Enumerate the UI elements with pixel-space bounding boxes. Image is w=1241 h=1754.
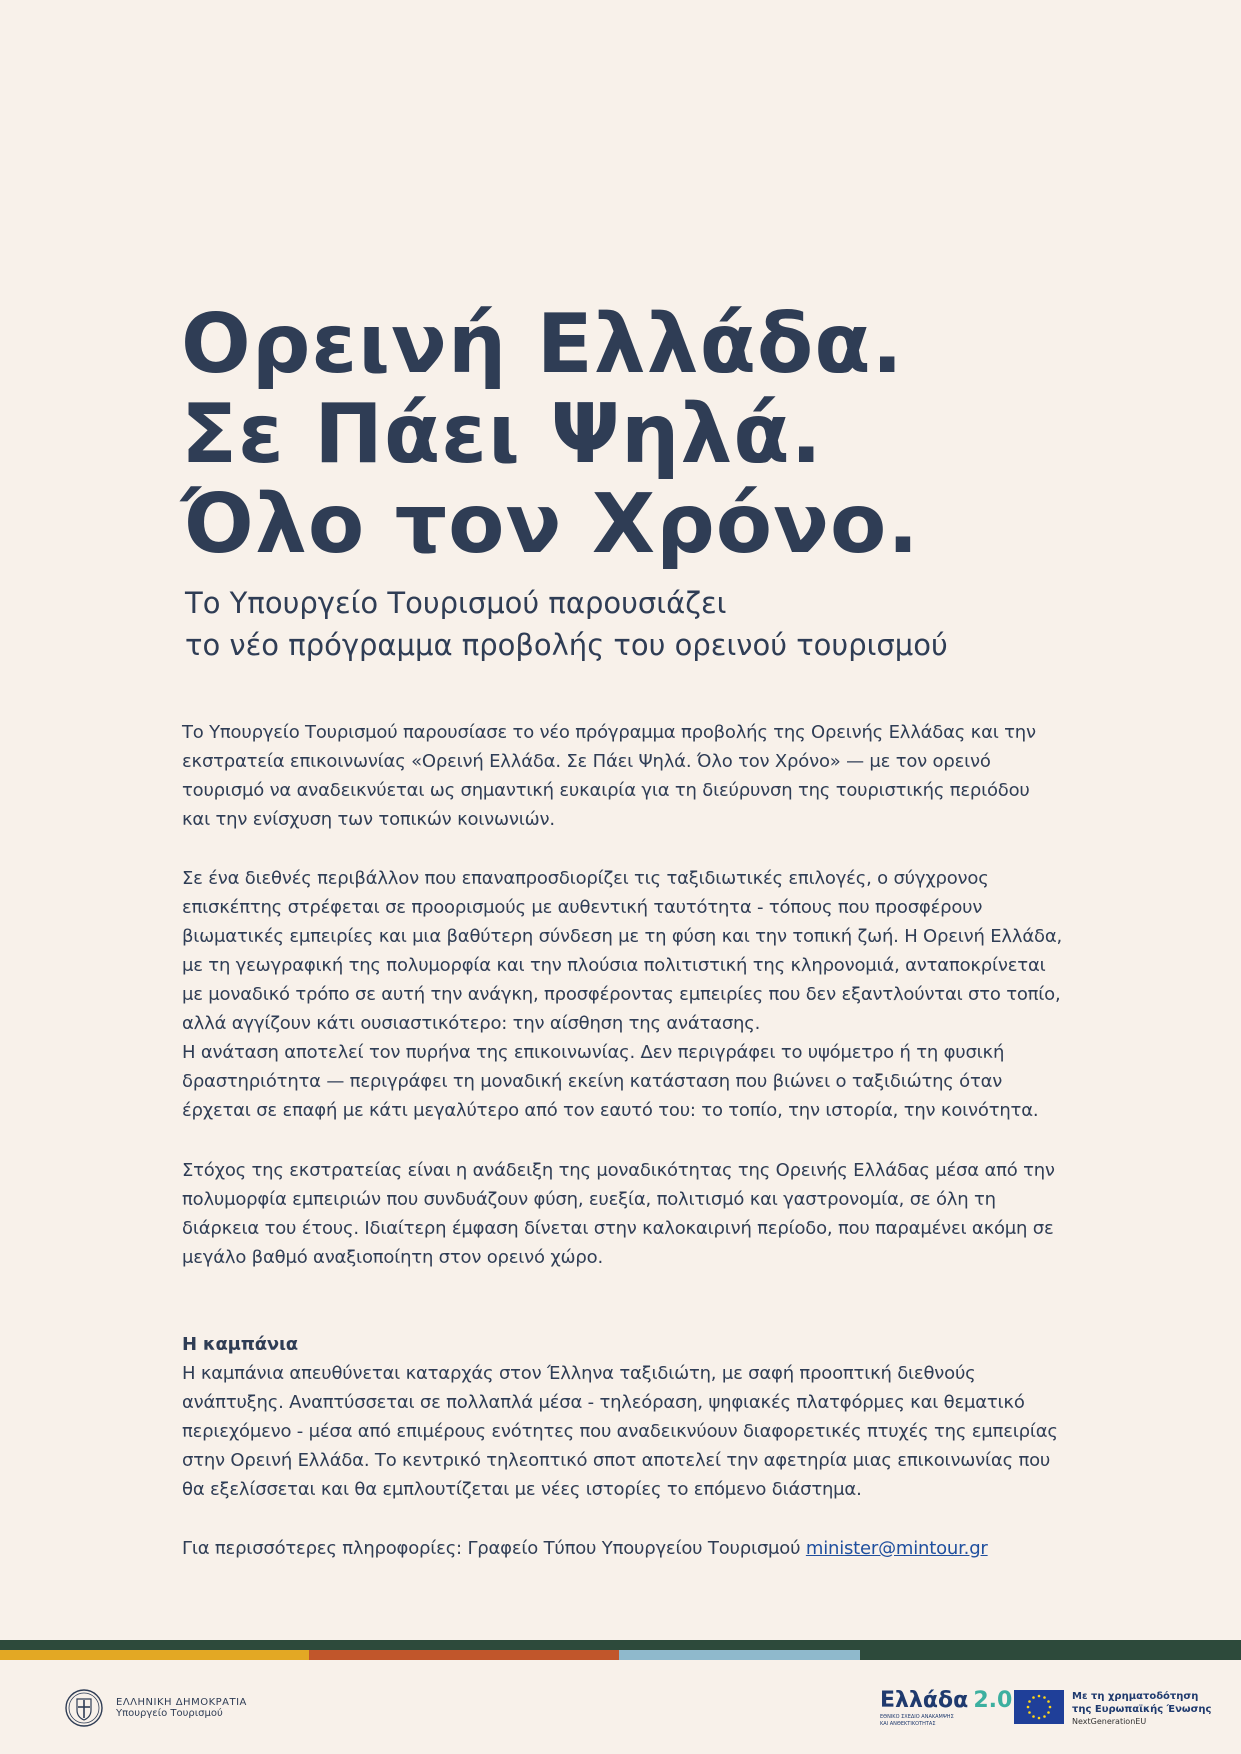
headline-line-2: Σε Πάει Ψηλά.	[181, 387, 823, 482]
paragraph-context	[182, 864, 1062, 1125]
eu-funding-text	[1072, 1690, 1211, 1727]
contact-label: Για περισσότερες πληροφορίες: Γραφείο Τύπου Υπουργείου Τουρισμού	[182, 1538, 806, 1559]
greek-coat-of-arms-icon	[64, 1688, 104, 1728]
headline	[181, 297, 1081, 572]
subtitle-line-1: Το Υπουργείο Τουρισμού παρουσιάζει	[185, 586, 727, 620]
stripe-green	[0, 1640, 1241, 1650]
color-stripe	[0, 1650, 1241, 1660]
stripe-orange	[309, 1650, 619, 1660]
greece-logo-sub-2: ΚΑΙ ΑΝΘΕΚΤΙΚΟΤΗΤΑΣ	[880, 1721, 936, 1727]
ministry-country: ΕΛΛΗΝΙΚΗ ΔΗΜΟΚΡΑΤΙΑ	[116, 1697, 247, 1708]
campaign-section	[182, 1330, 1062, 1504]
greece-logo-name: Ελλάδα	[880, 1688, 969, 1713]
eu-line-2: της Ευρωπαϊκής Ένωσης	[1072, 1704, 1212, 1715]
contact-email-link[interactable]: minister@mintour.gr	[805, 1538, 988, 1559]
headline-line-1: Ορεινή Ελλάδα.	[181, 297, 904, 392]
subtitle	[185, 582, 1085, 666]
ministry-text	[116, 1697, 247, 1719]
greece-logo-version: 2.0	[973, 1688, 1013, 1713]
eu-line-3: NextGenerationEU	[1072, 1717, 1147, 1726]
paragraph-goal: Στόχος της εκστρατείας είναι η ανάδειξη της μοναδικότητας της Ορεινής Ελλάδας μέσα από την πολυμορφία εμπειριών που συνδυάζουν φύση, ευεξία, πολιτισμό και γαστρονομία, σε όλη τη διάρκεια του έτους. Ιδιαίτερη έμφαση δίνεται στην καλοκαιρινή περίοδο, που παραμένει ακόμη σε μεγάλο βαθμό αναξιοποίητη στον ορεινό χώρο.	[182, 1160, 1055, 1268]
subtitle-line-2: το νέο πρόγραμμα προβολής του ορεινού τουρισμού	[185, 628, 948, 662]
paragraph-context-part-1: Σε ένα διεθνές περιβάλλον που επαναπροσδιορίζει τις ταξιδιωτικές επιλογές, ο σύγχρονος επισκέπτης στρέφεται σε προορισμούς με αυθεντική ταυτότητα - τόπους που προσφέρουν βιωματικές εμπειρίες και μια βαθύτερη σύνδεση με τη φύση και την τοπική ζωή. Η Ορεινή Ελλάδα, με τη γεωγραφική της πολυμορφία και την πλούσια πολιτιστική της κληρονομιά, ανταποκρίνεται με μοναδικό τρόπο σε αυτή την ανάγκη, προσφέροντας εμπειρίες που δεν εξαντλούνται στο τοπίο, αλλά αγγίζουν κάτι ουσιαστικότερο: την αίσθηση της ανάτασης.	[182, 868, 1063, 1034]
ministry-name: Υπουργείο Τουρισμού	[116, 1708, 223, 1719]
paragraph-intro: Το Υπουργείο Τουρισμού παρουσίασε το νέο πρόγραμμα προβολής της Ορεινής Ελλάδας και την εκστρατεία επικοινωνίας «Ορεινή Ελλάδα. Σε Πάει Ψηλά. Όλο τον Χρόνο» — με τον ορεινό τουρισμό να αναδεικνύεται ως σημαντική ευκαιρία για τη διεύρυνση της τουριστικής περιόδου και την ενίσχυση των τοπικών κοινωνιών.	[182, 722, 1036, 830]
greece-2-0-logo	[880, 1688, 1012, 1727]
campaign-title: Η καμπάνια	[182, 1334, 298, 1355]
eu-flag-icon	[1014, 1690, 1064, 1724]
ministry-logo	[64, 1688, 247, 1728]
stripe-yellow	[0, 1650, 309, 1660]
campaign-text: Η καμπάνια απευθύνεται καταρχάς στον Έλληνα ταξιδιώτη, με σαφή προοπτική διεθνούς ανάπτυξης. Αναπτύσσεται σε πολλαπλά μέσα - τηλεόραση, ψηφιακές πλατφόρμες και θεματικό περιεχόμενο - μέσα από επιμέρους ενότητες που αναδεικνύουν διαφορετικές πτυχές της εμπειρίας στην Ορεινή Ελλάδα. Το κεντρικό τηλεοπτικό σποτ αποτελεί την αφετηρία μιας επικοινωνίας που θα εξελίσσεται και θα εμπλουτίζεται με νέες ιστορίες το επόμενο διάστημα.	[182, 1363, 1058, 1500]
eu-line-1: Με τη χρηματοδότηση	[1072, 1691, 1199, 1702]
eu-funding-logo	[1014, 1690, 1211, 1727]
stripe-blue	[619, 1650, 860, 1660]
contact-line	[182, 1534, 1062, 1563]
stripe-green-right	[860, 1650, 1241, 1660]
greece-logo-sub-1: ΕΘΝΙΚΟ ΣΧΕΔΙΟ ΑΝΑΚΑΜΨΗΣ	[880, 1714, 954, 1720]
paragraph-context-part-2: Η ανάταση αποτελεί τον πυρήνα της επικοινωνίας. Δεν περιγράφει το υψόμετρο ή τη φυσική δραστηριότητα — περιγράφει τη μοναδική εκείνη κατάσταση που βιώνει ο ταξιδιώτης όταν έρχεται σε επαφή με κάτι μεγαλύτερο από τον εαυτό του: το τοπίο, την ιστορία, την κοινότητα.	[182, 1042, 1039, 1121]
headline-line-3: Όλο τον Χρόνο.	[181, 477, 920, 572]
